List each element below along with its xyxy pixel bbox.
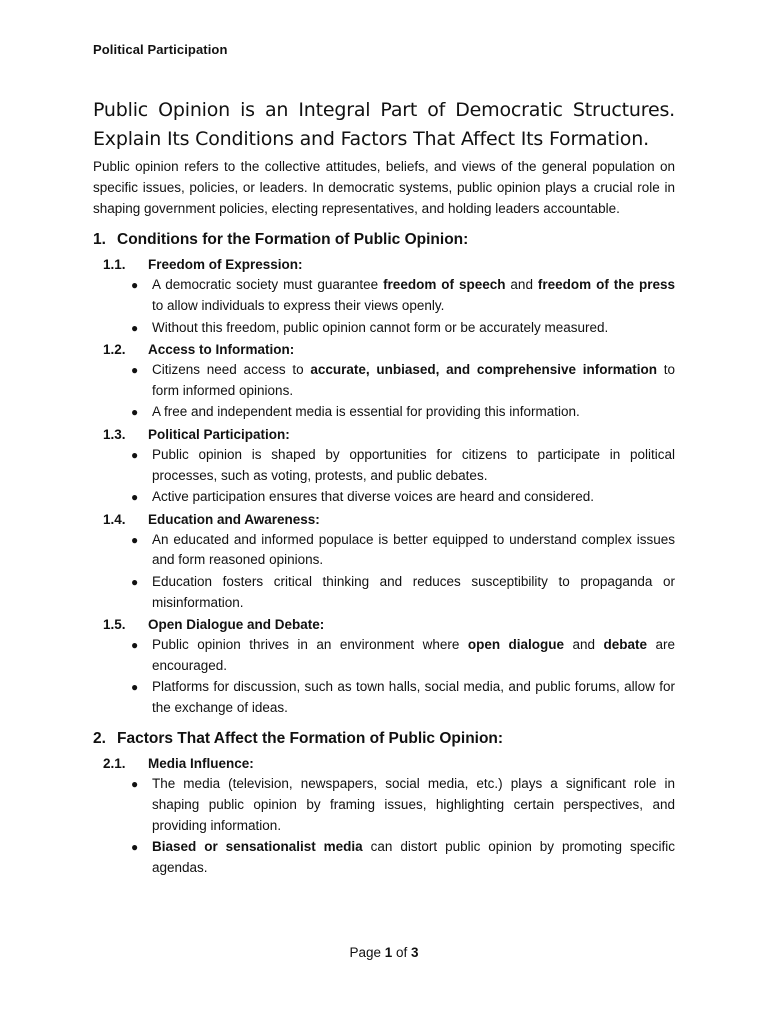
subsection-heading (93, 753, 675, 774)
list-item-emphasis: freedom of speech (383, 277, 506, 293)
bullet-dot-icon: ● (131, 447, 139, 462)
list-item-emphasis: Biased or sensationalist media (152, 839, 363, 855)
list-item-text: Active participation ensures that diverse voices are heard and considered. (152, 489, 594, 505)
list-item-text: and (564, 637, 604, 653)
page-title: Public Opinion is an Integral Part of Democratic Structures. Explain Its Conditions and Factors That Affect Its Formation. (93, 99, 675, 150)
list-item-text: Public opinion thrives in an environment where (152, 637, 468, 653)
list-item-text: Education fosters critical thinking and reduces susceptibility to propaganda or misinformation. (152, 573, 675, 610)
list-item-text: Without this freedom, public opinion cannot form or be accurately measured. (152, 319, 609, 335)
section-heading (93, 728, 675, 750)
bullet-dot-icon: ● (131, 363, 139, 378)
list-item (131, 572, 675, 613)
list-item (131, 360, 676, 401)
subsection-number: 2.1. (103, 756, 126, 772)
list-item (131, 635, 675, 676)
subsection-number: 1.3. (103, 426, 126, 442)
section-title: Conditions for the Formation of Public Opinion: (117, 231, 469, 249)
list-item-text: An educated and informed populace is better equipped to understand complex issues and form reasoned opinions. (152, 531, 675, 568)
bullet-dot-icon: ● (131, 638, 139, 653)
subsection-title: Education and Awareness: (148, 511, 320, 527)
bullet-list (93, 635, 675, 718)
list-item-text: to allow individuals to express their views openly. (152, 297, 445, 313)
list-item-text: and (505, 277, 538, 293)
subsection-title: Access to Information: (148, 342, 295, 358)
page-total: 3 (411, 945, 419, 960)
list-item-text: are encouraged. (152, 637, 675, 673)
section-title: Factors That Affect the Formation of Public Opinion: (117, 730, 504, 748)
list-item (131, 677, 675, 718)
list-item (131, 275, 675, 316)
intro-paragraph: Public opinion refers to the collective attitudes, beliefs, and views of the general population on specific issues, policies, or leaders. In democratic systems, public opinion plays a crucial role in shaping government policies, electing representatives, and holding leaders accountable. (93, 159, 675, 216)
list-item-text: A free and independent media is essential for providing this information. (152, 404, 580, 420)
section-heading (93, 229, 675, 251)
bullet-dot-icon: ● (131, 490, 139, 505)
subsection-number: 1.2. (103, 342, 126, 358)
page-footer (0, 945, 768, 960)
bullet-dot-icon: ● (131, 777, 139, 792)
bullet-list (93, 445, 675, 508)
bullet-dot-icon: ● (131, 320, 139, 335)
list-item-text: Citizens need access to (152, 362, 311, 378)
document-body (93, 96, 675, 879)
subsection-title: Freedom of Expression: (148, 257, 303, 273)
subsection-heading (93, 424, 675, 445)
list-item-text: The media (television, newspapers, social media, etc.) plays a significant role in shaping public opinion by framing issues, highlighting certain perspectives, and providing information. (152, 776, 675, 833)
list-item (131, 402, 675, 423)
bullet-dot-icon: ● (131, 532, 139, 547)
list-item (131, 530, 675, 571)
list-item-text: A democratic society must guarantee (152, 277, 384, 293)
section-number: 2. (93, 730, 106, 748)
subsection-title: Open Dialogue and Debate: (148, 617, 325, 633)
section-number: 1. (93, 231, 106, 249)
bullet-dot-icon: ● (131, 680, 139, 695)
list-item-emphasis: debate (603, 637, 648, 653)
bullet-dot-icon: ● (131, 840, 139, 855)
page-label: Page (349, 945, 381, 960)
list-item-emphasis: freedom of the press (537, 277, 675, 293)
sections-container (93, 229, 675, 878)
page-of: of (396, 945, 408, 960)
subsection-title: Political Participation: (148, 426, 290, 442)
bullet-list (93, 275, 675, 338)
list-item-text: Public opinion is shaped by opportunities for citizens to participate in political processes, such as voting, protests, and public debates. (152, 446, 675, 483)
bullet-list (93, 360, 675, 423)
subsection-number: 1.5. (103, 617, 126, 633)
list-item (131, 487, 675, 508)
subsection-heading (93, 254, 675, 275)
bullet-dot-icon: ● (131, 574, 139, 589)
bullet-list (93, 774, 675, 878)
list-item-text: to form informed opinions. (152, 362, 676, 398)
subsection-title: Media Influence: (148, 756, 254, 772)
subsection-number: 1.4. (103, 511, 126, 527)
subsection-number: 1.1. (103, 257, 126, 273)
list-item (131, 837, 675, 878)
page-current: 1 (384, 945, 393, 960)
list-item-text: Platforms for discussion, such as town halls, social media, and public forums, allow for the exchange of ideas. (152, 679, 675, 715)
subsection-heading (93, 339, 675, 360)
list-item (131, 445, 675, 486)
list-item-emphasis: accurate, unbiased, and comprehensive information (310, 362, 657, 378)
bullet-dot-icon: ● (131, 405, 139, 420)
list-item-emphasis: open dialogue (467, 637, 565, 653)
list-item-text: can distort public opinion by promoting specific agendas. (152, 839, 675, 875)
list-item (131, 774, 675, 836)
list-item (131, 318, 675, 339)
running-header: Political Participation (93, 42, 228, 57)
subsection-heading (93, 614, 675, 635)
bullet-dot-icon: ● (131, 278, 139, 293)
subsection-heading (93, 509, 675, 530)
bullet-list (93, 530, 675, 613)
